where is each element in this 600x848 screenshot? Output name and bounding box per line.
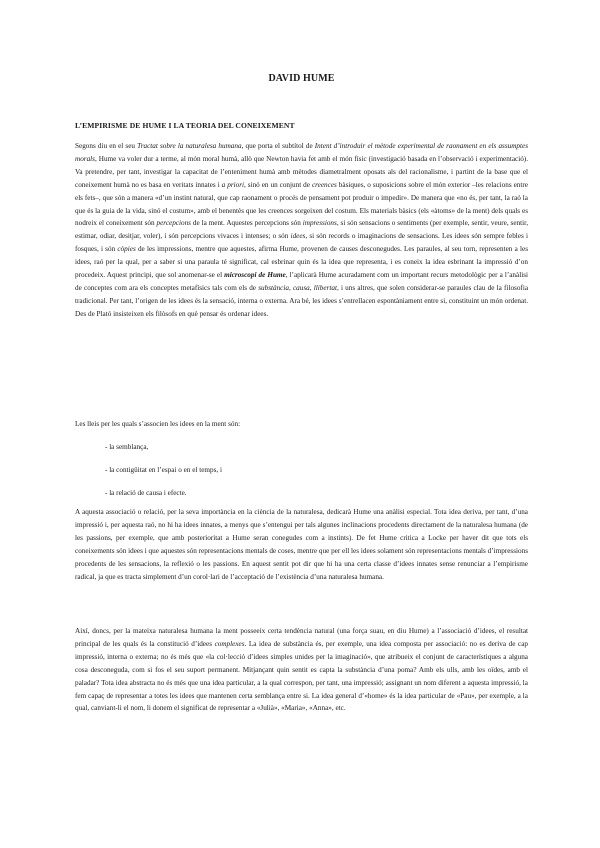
paragraph-1-seg: impressions [302, 219, 337, 228]
paragraph-3 [75, 625, 528, 715]
paragraph-1-seg: , Hume va voler dur a terme, al món moral humà, allò que Newton havia fet amb el món físic (investigació basada en l’observació i experimentació). Va pretendre, per tant, investigar la capacitat de l’enteniment humà amb mètodes diametralment oposats als del racionalisme, i partint de la base que el coneixement humà no es basa en veritats innates i [75, 154, 528, 189]
list-item: - la relació de causa i efecte. [105, 489, 187, 497]
paragraph-1-seg: Intent d’introduir el mètode experimental de raonament en els assumptes morals [75, 142, 528, 163]
paragraph-1-seg: creences [311, 180, 337, 189]
paragraph-1-seg: percepcions [156, 219, 191, 228]
paragraph-1-seg: Segons diu en el seu [75, 142, 138, 150]
paragraph-1-seg: substància [258, 283, 289, 292]
section-heading: L’EMPIRISME DE HUME I LA TEORIA DEL CONEIXEMENT [75, 121, 295, 130]
paragraph-1-seg: de la ment. Aquestes percepcions són [190, 219, 303, 228]
paragraph-2-seg: A aquesta associació o relació, per la seva importància en la ciència de la naturalesa, dedicarà Hume una anàlisi especial. Tota idea deriva, per tant, d’una impressió i, per aquesta raó, no hi ha idees innates, a menys que s’entengui per tals algunes inclinacions procedents directament de la naturalesa humana (de les passions, per exemple, que amb posterioritat a Hume seran conegudes com a instints). De fet Hume critica a Locke per haver dit que tots els coneixements són idees i que aquestes són representacions mentals de coses, mentre que per ell les idees solament són representacions mentals d’impressions procedents de les sensacions, la reflexió o les passions. En aquest sentit pot dir que hi ha una certa classe d’idees innates sense renunciar a l’empirisme radical, ja que es tracta simplement d’un corol·lari de l’acceptació de l’existència d’una naturalesa humana. [75, 508, 528, 581]
paragraph-3-seg: Així, doncs, per la mateixa naturalesa humana la ment posseeix certa tendència natural (una força suau, en diu Hume) a l’associació d’idees, el resultat principal de les quals és la constitució d’idees [75, 627, 528, 648]
list-item: - la contigüitat en l’espai o en el temps, i [105, 466, 222, 474]
association-laws-list [105, 441, 222, 510]
paragraph-1-seg: , i uns altres, que solen considerar-se paraules clau de la filosofia tradicional. Per tant, l’origen de les idees és la sensació, interna o externa. Ara bé, les idees s’entrellacen espontàniament entre si, constituint un món ordenat. Des de Plató insisteixen els filòsofs en què pensar és ordenar idees. [75, 283, 529, 318]
paragraph-1 [75, 140, 528, 321]
page-title: DAVID HUME [268, 73, 335, 84]
paragraph-1-seg: idees [290, 232, 306, 241]
paragraph-1-seg: bàsiques, o suposicions sobre el món exterior –les relacions entre els fets–, que són a manera «d’un instint natural, que cap raonament o procés de pensament pot produir o impedir». De manera que «no és, per tant, la raó la que és la guia de la vida, sinó el costum», amb el benentès que les creences sorgeixen del costum. Els materials bàsics (els «àtoms» de la ment) dels quals es nodreix el coneixement són [75, 180, 528, 228]
paragraph-1-seg: còpies [117, 245, 136, 254]
paragraph-1-seg: , [309, 283, 314, 292]
paragraph-1-seg: microscopi de Hume [224, 271, 286, 280]
paragraph-1-seg: , que porta el subtítol de [241, 142, 315, 150]
paragraph-1-seg: , si són sensacions o sentiments (per exemple, sentir, veure, sentir, estimar, odiar, desitjar, voler), i són percepcions vivaces i intenses; o són [75, 219, 529, 241]
paragraph-1-seg: a priori [221, 180, 245, 189]
paragraph-1-seg: , sinó en un conjunt de [244, 180, 312, 189]
paragraph-1-seg: , l’aplicarà Hume acuradament com un important recurs metodològic per a l’anàlisi de conceptes com ara els conceptes metafísics tals com els de [75, 271, 528, 292]
paragraph-3-seg: . La idea de substància és, per exemple, una idea composta per associació: no es deriva de cap impressió, interna o externa; no és més que «la col·lecció d’idees simples unides per la imaginació», que atribueix el conjunt de característiques a alguna cosa desconeguda, com si fos el seu suport permanent. Mitjançant quin sentit es capta la substància d’una poma? Amb els ulls, amb les oïdes, amb el paladar? Tota idea abstracta no és més que una idea particular, a la qual correspon, per tant, una impressió; assignant un nom diferent a aquesta impressió, la fem capaç de representar a totes les idees que mantenen certa semblança entre si. La idea general d’«home» és la idea particular de «Pau», per exemple, a la qual, canviant-li el nom, li donem el significat de representar a «Julià», «Maria», «Anna», etc. [75, 639, 528, 713]
list-item: - la semblança, [105, 443, 149, 451]
paragraph-1-seg: de les impressions, mentre que aquestes, afirma Hume, provenen de causes desconegudes. Les paraules, al seu torn, representen a les idees, raó per la qual, per a saber si una paraula té significat, cal esbrinar quin és la idea que representa, i es coneix la idea esbrinant la impressió d’on procedeix. Aquest principi, que sol anomenar-se el [75, 245, 528, 280]
paragraph-1-seg: causa [292, 283, 310, 292]
paragraph-2 [75, 506, 528, 583]
paragraph-1-seg: , [288, 283, 293, 292]
list-intro: Les lleis per les quals s’associen les idees en la ment són: [75, 420, 241, 428]
paragraph-3-seg: complexes [214, 639, 245, 648]
paragraph-1-seg: llibertat [313, 283, 337, 292]
paragraph-1-seg: , si són records o imaginacions de sensacions. Les idees són sempre febles i fosques, i són [75, 232, 528, 254]
paragraph-1-seg: Tractat sobre la naturalesa humana [137, 142, 242, 150]
